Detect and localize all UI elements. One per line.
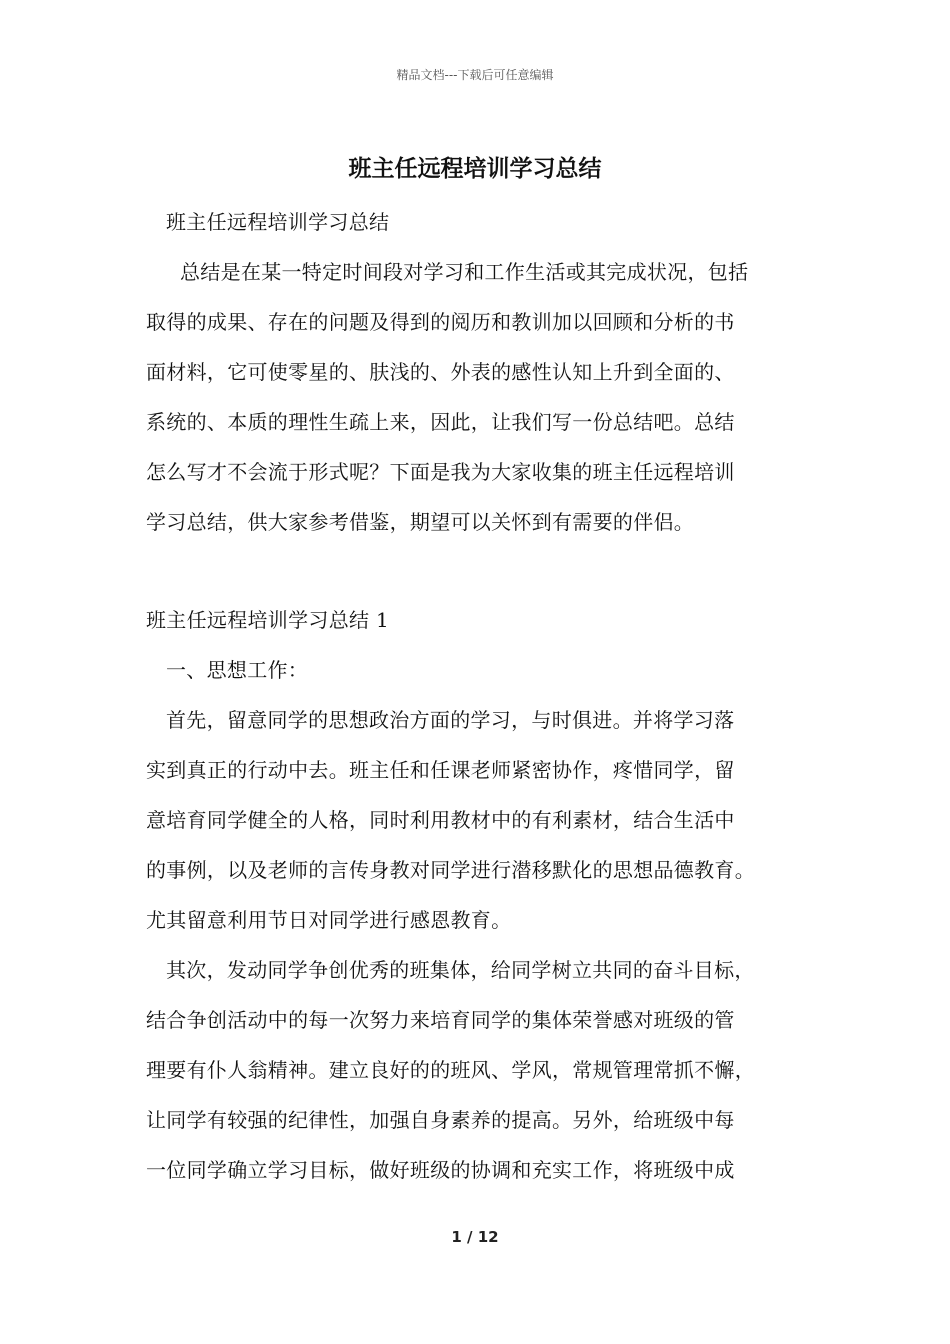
subtitle-line: 班主任远程培训学习总结 xyxy=(166,210,390,234)
paragraph-line: 的事例，以及老师的言传身教对同学进行潜移默化的思想品德教育。 xyxy=(146,858,755,882)
paragraph-line: 尤其留意利用节日对同学进行感恩教育。 xyxy=(146,908,512,932)
paragraph-line: 其次，发动同学争创优秀的班集体，给同学树立共同的奋斗目标， xyxy=(166,958,755,982)
paragraph-line: 系统的、本质的理性生疏上来，因此，让我们写一份总结吧。总结 xyxy=(146,410,735,434)
paragraph-line: 理要有仆人翁精神。建立良好的的班风、学风，常规管理常抓不懈， xyxy=(146,1058,755,1082)
page-header: 精品文档---下载后可任意编辑 xyxy=(396,68,554,82)
page-number: 1 / 12 xyxy=(451,1228,499,1246)
paragraph-line: 取得的成果、存在的问题及得到的阅历和教训加以回顾和分析的书 xyxy=(146,310,735,334)
section-heading: 班主任远程培训学习总结 1 xyxy=(146,608,389,632)
paragraph-line: 怎么写才不会流于形式呢？下面是我为大家收集的班主任远程培训 xyxy=(146,460,735,484)
paragraph-line: 一位同学确立学习目标，做好班级的协调和充实工作，将班级中成 xyxy=(146,1158,735,1182)
paragraph-line: 实到真正的行动中去。班主任和任课老师紧密协作，疼惜同学，留 xyxy=(146,758,735,782)
paragraph-line: 让同学有较强的纪律性，加强自身素养的提高。另外，给班级中每 xyxy=(146,1108,735,1132)
paragraph-line: 面材料，它可使零星的、肤浅的、外表的感性认知上升到全面的、 xyxy=(146,360,735,384)
paragraph-line: 总结是在某一特定时间段对学习和工作生活或其完成状况，包括 xyxy=(180,260,749,284)
subsection-heading: 一、思想工作： xyxy=(166,658,309,682)
paragraph-line: 结合争创活动中的每一次努力来培育同学的集体荣誉感对班级的管 xyxy=(146,1008,735,1032)
paragraph-line: 意培育同学健全的人格，同时利用教材中的有利素材，结合生活中 xyxy=(146,808,735,832)
document-title: 班主任远程培训学习总结 xyxy=(348,155,602,182)
paragraph-line: 学习总结，供大家参考借鉴，期望可以关怀到有需要的伴侣。 xyxy=(146,510,695,534)
paragraph-line: 首先，留意同学的思想政治方面的学习，与时俱进。并将学习落 xyxy=(166,708,735,732)
